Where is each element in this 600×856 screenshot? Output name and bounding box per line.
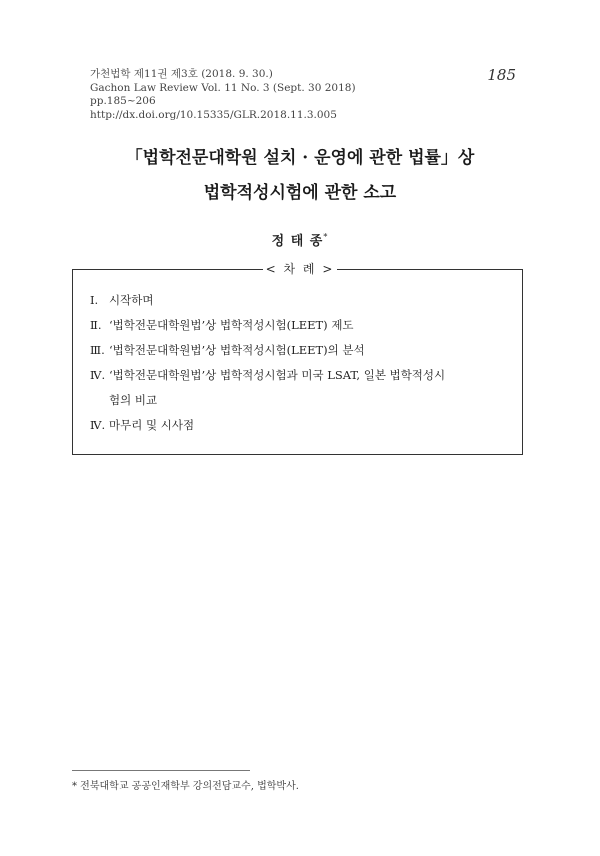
- toc-item-continuation: 험의 비교: [109, 393, 158, 407]
- toc-item[interactable]: [90, 338, 445, 363]
- author-footnote-mark[interactable]: *: [323, 232, 329, 242]
- toc-item-text: 마무리 및 시사점: [109, 418, 195, 432]
- right-angle-icon: >: [322, 262, 335, 276]
- left-angle-icon: <: [265, 262, 278, 276]
- article-title-line2: 법학적성시험에 관한 소고: [203, 183, 397, 203]
- toc-item[interactable]: [90, 313, 445, 338]
- toc-item-text: ‘법학전문대학원법’상 법학적성시험(LEET) 제도: [109, 318, 354, 332]
- toc-heading-label: 차 례: [283, 262, 317, 276]
- article-title-line1: 「법학전문대학원 설치 · 운영에 관한 법률」상: [125, 148, 475, 168]
- journal-issue: 가천법학 제11권 제3호 (2018. 9. 30.): [90, 68, 273, 80]
- toc-list: [90, 288, 445, 438]
- toc-item-number: Ⅱ.: [90, 318, 102, 332]
- author-footnote: * 전북대학교 공공인재학부 강의전담교수, 법학박사.: [72, 781, 299, 792]
- toc-item-text: ‘법학전문대학원법’상 법학적성시험과 미국 LSAT, 일본 법학적성시: [109, 368, 446, 382]
- toc-item-number: Ⅲ.: [90, 343, 105, 357]
- footnote-divider: [72, 770, 250, 771]
- toc-item[interactable]: [90, 413, 445, 438]
- author: [0, 230, 600, 249]
- toc-item[interactable]: [90, 288, 445, 313]
- author-name: 정 태 종: [271, 234, 324, 249]
- toc-item-number: Ⅳ.: [90, 368, 106, 382]
- page-range: pp.185~206: [90, 95, 156, 107]
- toc-item-number: Ⅳ.: [90, 418, 106, 432]
- doi-link[interactable]: http://dx.doi.org/10.15335/GLR.2018.11.3.005: [90, 108, 337, 121]
- journal-issue-en: Gachon Law Review Vol. 11 No. 3 (Sept. 30 2018): [90, 81, 356, 94]
- toc-item[interactable]: [90, 363, 445, 388]
- toc-item-text: 시작하며: [109, 293, 154, 307]
- toc-item-number: Ⅰ.: [90, 293, 99, 307]
- toc-item-text: ‘법학전문대학원법’상 법학적성시험(LEET)의 분석: [109, 343, 365, 357]
- journal-header: [90, 68, 356, 122]
- toc-heading: [0, 260, 600, 277]
- page-number: 185: [487, 66, 516, 84]
